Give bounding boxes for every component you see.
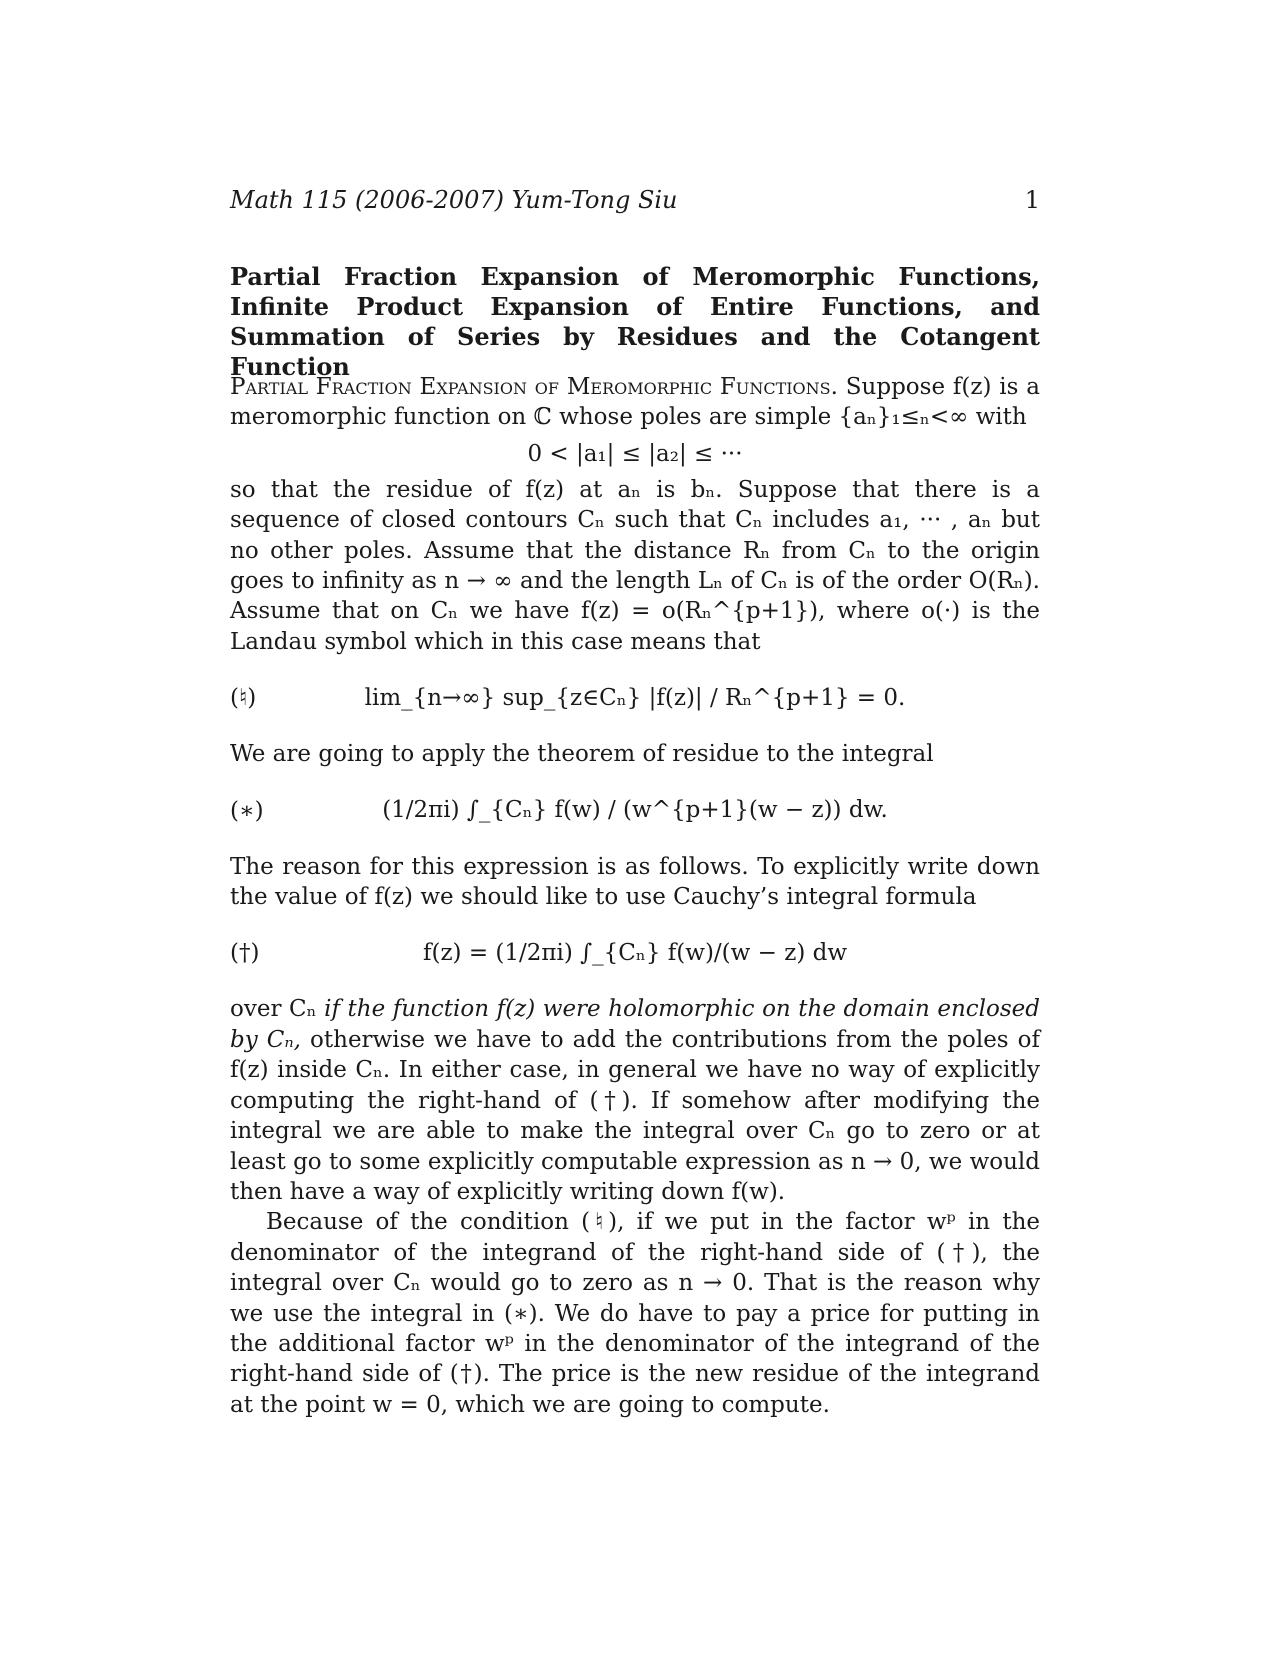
running-header (230, 186, 1040, 214)
paragraph-reason: The reason for this expression is as follows. To explicitly write down the value of f(z) we should like to use Cauchy’s integral formula (230, 853, 1040, 911)
equation-natural-formula: lim_{n→∞} sup_{z∈Cₙ} |f(z)| / Rₙ^{p+1} = 0. (364, 685, 906, 712)
section-intro-paragraph (230, 372, 1040, 433)
paragraph-price: Because of the condition (♮), if we put in the factor wᵖ in the denominator of the integrand of the right-hand side of (†), the integral over Cₙ would go to zero as n → 0. That is the reason why we use the integral in (∗). We do have to pay a price for putting in the additional factor wᵖ in the denominator of the integrand of the right-hand side of (†). The price is the new residue of the integrand at the point w = 0, which we are going to compute. (230, 1209, 1040, 1418)
equation-dagger (230, 912, 1040, 994)
ordering-equation (230, 433, 1040, 475)
equation-tag-natural: (♮) (230, 685, 257, 712)
equation-tag-dagger: (†) (230, 940, 260, 967)
equation-star-formula: (1/2πi) ∫_{Cₙ} f(w) / (w^{p+1}(w − z)) dw. (382, 797, 888, 824)
section-intro: Suppose f(z) is a meromorphic function on ℂ whose poles are simple {aₙ}₁≤ₙ<∞ with (230, 374, 1040, 431)
paragraph-cauchy (230, 994, 1040, 1207)
course-header: Math 115 (2006-2007) Yum-Tong Siu (230, 186, 678, 214)
paragraph-assumptions: so that the residue of f(z) at aₙ is bₙ. Suppose that there is a sequence of closed contours Cₙ such that Cₙ includes a₁, ··· , aₙ but no other poles. Assume that the distance Rₙ from Cₙ to the origin goes to infinity as n → ∞ and the length Lₙ of Cₙ is of the order O(Rₙ). Assume that on Cₙ we have f(z) = o(Rₙ^{p+1}), where o(·) is the Landau symbol which in this case means that (230, 476, 1040, 655)
paragraph-cauchy-start: over Cₙ (230, 996, 317, 1023)
paragraph-cauchy-rest: otherwise we have to add the contributions from the poles of f(z) inside Cₙ. In either case, in general we have no way of explicitly computing the right-hand of (†). If somehow after modifying the integral we are able to make the integral over Cₙ go to zero or at least go to some explicitly computable expression as n → 0, we would then have a way of explicitly writing down f(w). (230, 1026, 1041, 1205)
article-body (230, 372, 1040, 1420)
section-heading: Partial Fraction Expansion of Meromorphic Functions. (230, 374, 838, 400)
paragraph-residue-intro: We are going to apply the theorem of residue to the integral (230, 741, 934, 768)
equation-star (230, 770, 1040, 852)
equation-tag-star: (∗) (230, 797, 264, 824)
equation-dagger-formula: f(z) = (1/2πi) ∫_{Cₙ} f(w)/(w − z) dw (422, 940, 848, 967)
ordering-formula: 0 < |a₁| ≤ |a₂| ≤ ··· (527, 440, 743, 467)
equation-natural (230, 657, 1040, 739)
paragraph-cauchy-italic: if the function f(z) were holomorphic on the domain enclosed by Cₙ, (230, 996, 1040, 1053)
page-number: 1 (1024, 186, 1040, 214)
article-title: Partial Fraction Expansion of Meromorphic Functions, Infinite Product Expansion of Entire Functions, and Summation of Series by Residues and the Cotangent Function (230, 262, 1040, 381)
